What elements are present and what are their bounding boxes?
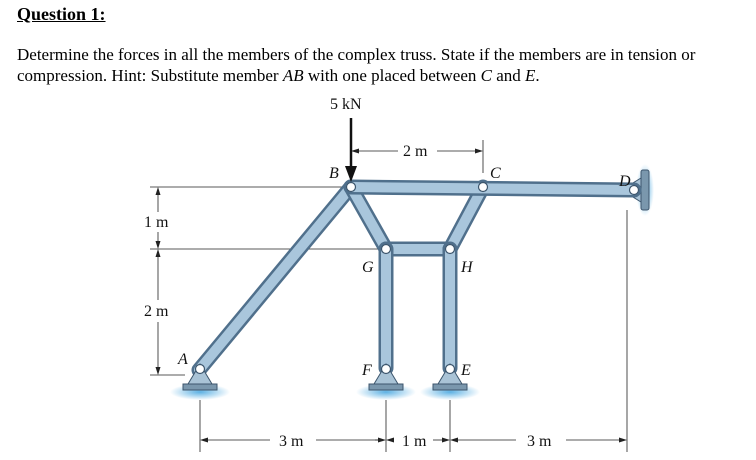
dim-label-left-lower: 2 m: [144, 303, 169, 320]
dim-label-top: 2 m: [403, 143, 428, 160]
member-hc: [450, 187, 483, 249]
dim-arrow-left-3: [156, 249, 161, 257]
dim-arrow-left-2: [156, 241, 161, 249]
dim-arrow-bot-2: [378, 438, 386, 443]
member-bd: [351, 187, 634, 190]
wall-plate: [641, 170, 649, 210]
problem-text-b: with one placed between: [303, 66, 481, 85]
question-heading: Question 1:: [17, 4, 106, 24]
joint-c-ref: C: [480, 66, 492, 85]
joint-label-c: C: [490, 165, 501, 182]
dim-arrow-bot-1: [200, 438, 208, 443]
member-ab-ref: AB: [282, 66, 304, 85]
dim-arrow-bot-6: [619, 438, 627, 443]
pin-h: [446, 245, 455, 254]
joint-label-b: B: [329, 165, 339, 182]
dim-arrow-bot-5: [450, 438, 458, 443]
dim-arrow-left-1: [156, 187, 161, 195]
joint-label-f: F: [362, 362, 372, 379]
joint-label-a: A: [178, 351, 188, 368]
truss-members: [199, 187, 634, 370]
pin-d: [630, 186, 639, 195]
joint-label-g: G: [362, 259, 374, 276]
member-ab: [199, 187, 351, 370]
dim-label-bottom-left: 3 m: [279, 433, 304, 450]
dim-arrow-bot-4: [442, 438, 450, 443]
dim-arrow-left-4: [156, 367, 161, 375]
problem-text-c: and: [491, 66, 526, 85]
dim-label-left-upper: 1 m: [144, 214, 169, 231]
pin-e: [446, 365, 455, 374]
dim-arrow-bot-3: [386, 438, 394, 443]
pin-f: [382, 365, 391, 374]
joint-e-ref: E: [525, 66, 536, 85]
pin-g: [382, 245, 391, 254]
joint-label-e: E: [461, 362, 471, 379]
problem-text-d: .: [535, 66, 540, 85]
pin-a: [196, 365, 205, 374]
load-label: 5 kN: [330, 96, 362, 113]
member-bg: [351, 187, 386, 249]
dim-label-bottom-right: 3 m: [527, 433, 552, 450]
joint-label-h: H: [461, 259, 473, 276]
dim-label-bottom-mid: 1 m: [402, 433, 427, 450]
pin-c: [479, 183, 488, 192]
joint-pins: [196, 183, 639, 374]
pin-b: [347, 183, 356, 192]
dim-arrow-top-right: [475, 149, 483, 154]
ground-shadows: [170, 164, 654, 400]
joint-label-d: D: [619, 173, 631, 190]
problem-text-a: Determine the forces in all the members of the complex truss. State if the members are in tension or compression. Hint: Substitute member: [17, 45, 696, 85]
